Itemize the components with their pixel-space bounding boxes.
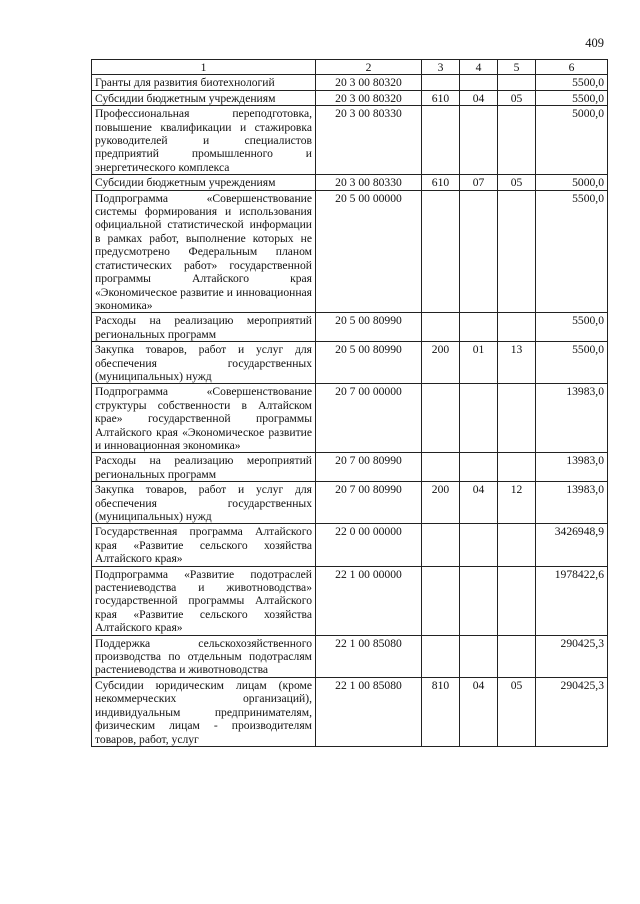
row-amount-cell: 5500,0 — [536, 75, 608, 90]
table-row — [92, 342, 608, 384]
row-rz-cell — [460, 635, 498, 677]
row-code-cell: 20 7 00 80990 — [316, 482, 422, 524]
row-name-cell: Подпрограмма «Развитие подотраслей растениеводства и животноводства» государственной программы Алтайского края «Развитие сельского хозяйства Алтайского края» — [92, 566, 316, 635]
row-amount-cell: 13983,0 — [536, 453, 608, 482]
row-name-cell: Государственная программа Алтайского края «Развитие сельского хозяйства Алтайского края» — [92, 524, 316, 566]
row-pr-cell — [498, 106, 536, 175]
row-code-cell: 20 7 00 00000 — [316, 384, 422, 453]
row-vr-cell: 810 — [422, 677, 460, 746]
table-row — [92, 453, 608, 482]
row-name-cell: Субсидии бюджетным учреждениям — [92, 90, 316, 105]
row-code-cell: 20 5 00 80990 — [316, 342, 422, 384]
column-header: 6 — [536, 60, 608, 75]
row-amount-cell: 290425,3 — [536, 635, 608, 677]
row-name-cell: Расходы на реализацию мероприятий региональных программ — [92, 453, 316, 482]
row-name-cell: Субсидии юридическим лицам (кроме некоммерческих организаций), индивидуальным предпринимателям, физическим лицам - производителям товаров, работ, услуг — [92, 677, 316, 746]
row-pr-cell — [498, 453, 536, 482]
row-pr-cell: 05 — [498, 90, 536, 105]
table-row — [92, 313, 608, 342]
table-row — [92, 482, 608, 524]
row-rz-cell: 04 — [460, 90, 498, 105]
row-name-cell: Расходы на реализацию мероприятий региональных программ — [92, 313, 316, 342]
row-pr-cell: 13 — [498, 342, 536, 384]
row-amount-cell: 3426948,9 — [536, 524, 608, 566]
row-vr-cell: 200 — [422, 482, 460, 524]
table-row — [92, 190, 608, 313]
page-number: 409 — [585, 36, 604, 50]
row-name-cell: Гранты для развития биотехнологий — [92, 75, 316, 90]
row-pr-cell — [498, 524, 536, 566]
budget-table — [91, 59, 608, 747]
column-header: 4 — [460, 60, 498, 75]
row-name-cell: Подпрограмма «Совершенствование структуры собственности в Алтайском крае» государственной программы Алтайского края «Экономическое развитие и инновационная экономика» — [92, 384, 316, 453]
row-amount-cell: 5000,0 — [536, 175, 608, 190]
row-vr-cell: 610 — [422, 175, 460, 190]
row-code-cell: 20 3 00 80330 — [316, 106, 422, 175]
row-pr-cell: 05 — [498, 175, 536, 190]
row-amount-cell: 13983,0 — [536, 384, 608, 453]
row-rz-cell — [460, 75, 498, 90]
row-name-cell: Подпрограмма «Совершенствование системы формирования и использования официальной статистической информации в рамках работ, выполнение которых не предусмотрено Федеральным планом статистических работ» государственной программы Алтайского края «Экономическое развитие и инновационная экономика» — [92, 190, 316, 313]
row-amount-cell: 1978422,6 — [536, 566, 608, 635]
row-vr-cell — [422, 635, 460, 677]
row-vr-cell — [422, 313, 460, 342]
row-pr-cell — [498, 566, 536, 635]
row-rz-cell — [460, 566, 498, 635]
row-vr-cell — [422, 566, 460, 635]
row-pr-cell — [498, 635, 536, 677]
row-vr-cell — [422, 190, 460, 313]
row-code-cell: 20 3 00 80330 — [316, 175, 422, 190]
row-code-cell: 22 1 00 85080 — [316, 635, 422, 677]
table-row — [92, 524, 608, 566]
row-code-cell: 22 1 00 00000 — [316, 566, 422, 635]
column-header: 3 — [422, 60, 460, 75]
table-row — [92, 384, 608, 453]
row-pr-cell — [498, 384, 536, 453]
row-vr-cell — [422, 384, 460, 453]
row-rz-cell: 04 — [460, 677, 498, 746]
row-amount-cell: 5500,0 — [536, 342, 608, 384]
row-code-cell: 22 0 00 00000 — [316, 524, 422, 566]
row-rz-cell — [460, 524, 498, 566]
table-row — [92, 677, 608, 746]
row-name-cell: Поддержка сельскохозяйственного производства по отдельным подотраслям растениеводства и животноводства — [92, 635, 316, 677]
row-pr-cell: 12 — [498, 482, 536, 524]
table-row — [92, 635, 608, 677]
row-code-cell: 20 5 00 80990 — [316, 313, 422, 342]
row-amount-cell: 13983,0 — [536, 482, 608, 524]
table-row — [92, 106, 608, 175]
row-pr-cell — [498, 313, 536, 342]
table-header-row — [92, 60, 608, 75]
row-rz-cell — [460, 453, 498, 482]
row-vr-cell — [422, 453, 460, 482]
row-amount-cell: 5000,0 — [536, 106, 608, 175]
row-vr-cell — [422, 524, 460, 566]
table-row — [92, 566, 608, 635]
row-rz-cell: 07 — [460, 175, 498, 190]
row-code-cell: 20 7 00 80990 — [316, 453, 422, 482]
row-rz-cell — [460, 313, 498, 342]
table-row — [92, 90, 608, 105]
row-amount-cell: 5500,0 — [536, 313, 608, 342]
row-code-cell: 20 3 00 80320 — [316, 75, 422, 90]
row-code-cell: 20 3 00 80320 — [316, 90, 422, 105]
row-amount-cell: 5500,0 — [536, 190, 608, 313]
row-vr-cell — [422, 106, 460, 175]
row-vr-cell: 610 — [422, 90, 460, 105]
row-name-cell: Профессиональная переподготовка, повышение квалификации и стажировка руководителей и специалистов предприятий промышленного и энергетического комплекса — [92, 106, 316, 175]
row-pr-cell — [498, 75, 536, 90]
row-vr-cell — [422, 75, 460, 90]
row-rz-cell: 04 — [460, 482, 498, 524]
row-amount-cell: 290425,3 — [536, 677, 608, 746]
table-row — [92, 75, 608, 90]
row-code-cell: 20 5 00 00000 — [316, 190, 422, 313]
row-code-cell: 22 1 00 85080 — [316, 677, 422, 746]
row-vr-cell: 200 — [422, 342, 460, 384]
row-pr-cell: 05 — [498, 677, 536, 746]
row-rz-cell — [460, 190, 498, 313]
table-row — [92, 175, 608, 190]
row-name-cell: Субсидии бюджетным учреждениям — [92, 175, 316, 190]
row-rz-cell — [460, 106, 498, 175]
row-name-cell: Закупка товаров, работ и услуг для обеспечения государственных (муниципальных) нужд — [92, 342, 316, 384]
column-header: 2 — [316, 60, 422, 75]
row-rz-cell — [460, 384, 498, 453]
row-rz-cell: 01 — [460, 342, 498, 384]
row-pr-cell — [498, 190, 536, 313]
row-amount-cell: 5500,0 — [536, 90, 608, 105]
column-header: 1 — [92, 60, 316, 75]
row-name-cell: Закупка товаров, работ и услуг для обеспечения государственных (муниципальных) нужд — [92, 482, 316, 524]
column-header: 5 — [498, 60, 536, 75]
